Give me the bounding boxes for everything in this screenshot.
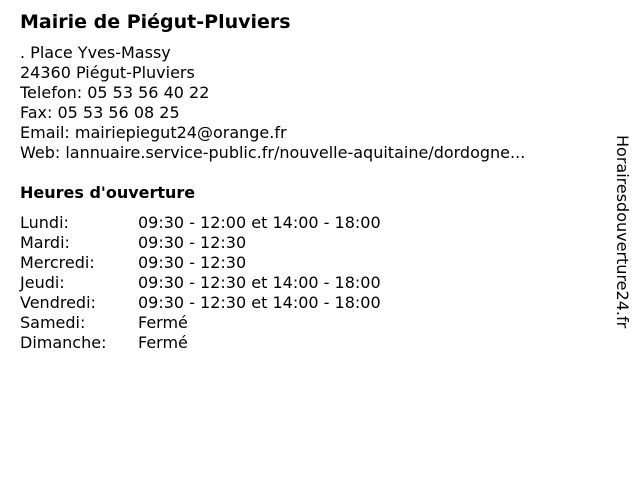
fax-number: Fax: 05 53 56 08 25 xyxy=(20,103,180,122)
page-title: Mairie de Piégut-Pluviers xyxy=(20,11,291,33)
address-line-2: 24360 Piégut-Pluviers xyxy=(20,63,195,82)
day-hours: 09:30 - 12:30 xyxy=(138,253,247,272)
contact-block xyxy=(20,43,525,163)
site-watermark: Horairesdouverture24.fr xyxy=(613,135,632,329)
email-address: Email: mairiepiegut24@orange.fr xyxy=(20,123,287,142)
day-hours: Fermé xyxy=(138,313,188,332)
day-label: Mercredi: xyxy=(20,253,95,272)
day-label: Samedi: xyxy=(20,313,86,332)
opening-hours-heading: Heures d'ouverture xyxy=(20,183,196,202)
day-hours: 09:30 - 12:00 et 14:00 - 18:00 xyxy=(138,213,381,232)
address-line-1: . Place Yves-Massy xyxy=(20,43,171,62)
day-label: Mardi: xyxy=(20,233,70,252)
day-label: Dimanche: xyxy=(20,333,107,352)
day-label: Jeudi: xyxy=(20,273,65,292)
day-hours: 09:30 - 12:30 et 14:00 - 18:00 xyxy=(138,273,381,292)
day-hours: 09:30 - 12:30 et 14:00 - 18:00 xyxy=(138,293,381,312)
website-link: Web: lannuaire.service-public.fr/nouvelle-aquitaine/dordogne... xyxy=(20,143,526,162)
day-label: Lundi: xyxy=(20,213,69,232)
day-hours: Fermé xyxy=(138,333,188,352)
day-hours: 09:30 - 12:30 xyxy=(138,233,247,252)
phone-number: Telefon: 05 53 56 40 22 xyxy=(20,83,210,102)
day-label: Vendredi: xyxy=(20,293,96,312)
